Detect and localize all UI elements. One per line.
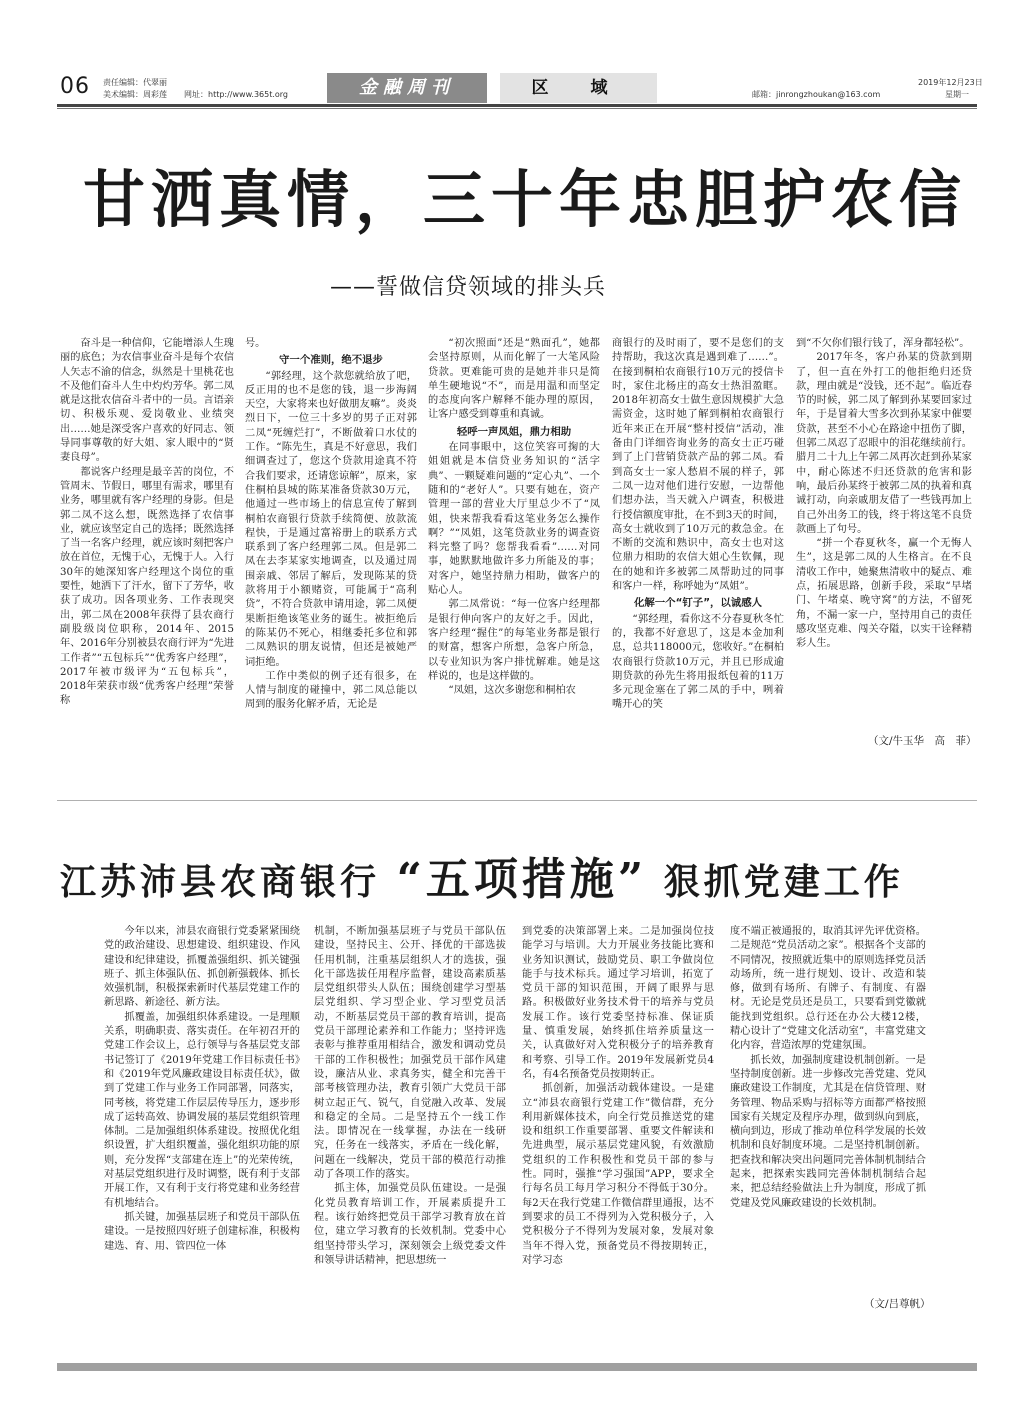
paragraph: “郭经理，看你这不分春夏秋冬忙的，我都不好意思了，这是本金加利息，总共118000元，您收好。”在桐柏农商银行贷款10万元，并且已形成逾期贷款的孙先生将用报纸包着的11万多元现金塞在了郭二凤的手中，咧着嘴开心的笑	[612, 613, 784, 711]
paragraph: 郭二凤常说：“每一位客户经理都是银行伸向客户的友好之手。因此，客户经理“握住”的每笔业务都是银行的财富，想客户所想，急客户所急，以专业知识为客户排忧解难。她是这样说的，也是这样做的。	[428, 599, 600, 682]
paragraph: 商银行的及时雨了，要不是您们的支持帮助，我这次真是遇到难了……”。在接到桐柏农商银行10万元的授信卡时，家住北杨庄的高女士热泪盈眶。2018年初高女士做生意因规模扩大急需资金，这时她了解到桐柏农商银行近年来正在开展“整村授信”活动，准备由门详细咨询业务的高女士正巧碰到了上门营销贷款产品的郭二凤。看到高女士一家人愁眉不展的样子，郭二凤一边对他们进行安慰，一边帮他们想办法，当天就入户调查，积极进行授信额度审批，在不到3天的时间，高女士就收到了10万元的救急金。在不断的交流和熟识中，高女士也对这位鼎力相助的农信大姐心生钦佩，现在的她和许多被郭二凤帮助过的同事和客户一样，称呼她为“凤姐”。	[612, 338, 784, 593]
paragraph: “初次照面”还是“熟面孔”，她都会坚持原则，从而化解了一大笔风险贷款。更难能可贵的是她并非只是简单生硬地说“不”，而是用温和而坚定的态度向客户解释不能办理的原因，让客户感受到尊重和真诚。	[428, 338, 600, 421]
article1-column-1	[60, 337, 234, 767]
paragraph: 工作中类似的例子还有很多，在人情与制度的碰撞中，郭二凤总能以周到的服务化解矛盾，无论是	[245, 670, 417, 711]
paragraph: 抓覆盖，加强组织体系建设。一是理顺关系，明确职责、落实责任。在年初召开的党建工作会议上，总行领导与各基层党支部书记签订了《2019年党建工作目标责任书》和《2019年党风廉政建设目标责任状》，做到了党建工作与业务工作同部署，同落实，同考核，将党建工作层层传导压力，逐步形成了运转高效、协调发展的基层党组织管理体制。二是加强组织体系建设。按照优化组织设置，扩大组织覆盖，强化组织功能的原则，充分发挥“支部建在连上”的光荣传统，对基层党组织进行及时调整，既有利于支部开展工作，又有利于支行将党建和业务经营有机地结合。	[104, 1011, 300, 1209]
paragraph: 到“不欠你们银行钱了，浑身都轻松”。	[796, 338, 970, 349]
article2-headline	[60, 850, 980, 912]
section-label: 区 域	[500, 73, 657, 103]
headline-part: 狠抓党建工作	[663, 861, 904, 903]
masthead-rule-thin	[57, 108, 977, 109]
article2-column-3	[522, 925, 714, 1335]
article2-column-1	[104, 925, 300, 1335]
website-link[interactable]: 网址：http://www.365t.org	[184, 90, 289, 99]
paragraph: 2017年冬，客户孙某的贷款到期了，但一直在外打工的他拒绝归还贷款，理由就是“没钱，还不起”。临近春节的时候，郭二凤了解到孙某要回家过年，于是冒着大雪多次到孙某家中催要贷款，甚至不小心在路途中扭伤了脚，但郭二凤忍了忍眼中的泪花继续前行。腊月二十九上午郭二凤再次赶到孙某家中，耐心陈述不归还贷款的危害和影响，最后孙某终于被郭二凤的执着和真诚打动，向亲戚朋友借了一些钱再加上自己外出务工的钱，终于将这笔不良贷款画上了句号。	[796, 352, 972, 535]
page-number: 06	[60, 74, 90, 99]
article1-byline: （文/牛玉华 高 菲）	[868, 735, 977, 747]
paragraph: “拼一个春夏秋冬，赢一个无悔人生”，这是郭二凤的人生格言。在不良清收工作中，她聚焦清收中的疑点、难点，拓展思路，创新手段，采取“早堵门、午堵桌、晚守窝”的方法，不留死角，不漏一家一户，坚持用自己的责任感攻坚克难、闯关夺隘，以实干诠释精彩人生。	[796, 538, 972, 650]
weekday: 星期一	[945, 90, 969, 99]
article2-byline: （文/吕尊帆）	[864, 1298, 931, 1310]
article1-column-3	[428, 337, 600, 767]
issue-date: 2019年12月23日	[918, 78, 983, 87]
article2-column-2	[314, 925, 506, 1335]
headline-highlight: “五项措施”	[396, 854, 648, 905]
masthead-rule	[57, 104, 977, 107]
article2-column-4	[730, 925, 926, 1275]
paragraph: 奋斗是一种信仰，它能增添人生瑰丽的底色；为农信事业奋斗是每个农信人矢志不渝的信念，纵然是十里桃花也不及他们奋斗人生中灼灼芳华。郭二凤就是这批农信奋斗者中的一员。言语亲切、积极乐观、爱岗敬业、业绩突出……她是深受客户喜欢的好同志、领导同事尊敬的好大姐、家人眼中的“贤妻良母”。	[60, 338, 234, 464]
article-divider	[57, 800, 977, 801]
article1-column-5	[796, 337, 972, 702]
brand-logo: 金融周刊	[327, 73, 487, 103]
paragraph: 号。	[245, 338, 266, 349]
paragraph: 抓长效，加强制度建设机制创新。一是坚持制度创新。进一步修改完善党建、党风廉政建设工作制度，尤其是在信贷管理、财务管理、物品采购与招标等方面都严格按照国家有关规定及程序办理，做到纵向到底，横向到边，形成了推动单位科学发展的长效机制和良好制度环境。二是坚持机制创新。把查找和解决突出问题同完善体制机制结合起来，把探索实践同完善体制机制结合起来，把总结经验做法上升为制度，形成了抓党建及党风廉政建设的长效机制。	[730, 1054, 926, 1209]
email-link[interactable]: 邮箱：jinrongzhoukan@163.com	[752, 90, 881, 99]
editor-line-1: 责任编辑：代翠丽	[103, 78, 167, 87]
paragraph: “凤姐，这次多谢您和桐柏农	[448, 685, 576, 697]
editor-line-2: 美术编辑：周彩莲	[103, 90, 167, 99]
paragraph: “郭经理，这个款您就给放了吧，反正用的也不是您的钱，退一步海阔天空，大家将来也好做朋友嘛”。炎炎烈日下，一位三十多岁的男子正对郭二凤“死缠烂打”，不断做着口水仗的工作。“陈先生，真是不好意思，我们细调查过了，您这个贷款用途真不符合我们要求，还请您谅解”，原来，家住桐柏县城的陈某准备贷款30万元，他通过一些市场上的信息宣传了解到桐柏农商银行贷款手续简便、放款流程快，于是通过富裕册上的联系方式联系到了客户经理郭二凤。但是郭二凤在去李某家实地调查，以及通过周围亲戚、邻居了解后，发现陈某的贷款将用于小额赌资，可能属于“高利贷”，不符合贷款申请用途，郭二凤便果断拒绝该笔业务的诞生。被拒绝后的陈某仍不死心，相继委托多位和郭二凤熟识的朋友说情，但还是被她严词拒绝。	[245, 370, 417, 668]
bottom-bar	[57, 1363, 977, 1371]
article1-column-2	[245, 337, 417, 767]
article1-subtitle: ——誓做信贷领域的排头兵	[330, 275, 607, 300]
headline-part: 江苏沛县农商银行	[60, 861, 381, 903]
section-heading: 轻呼一声凤姐，鼎力相助	[456, 425, 572, 438]
paragraph: 机制，不断加强基层班子与党员干部队伍建设，坚持民主、公开、择优的干部选拔任用机制，注重基层组织人才的选拔，强化干部选拔任用程序监督，建设高素质基层党组织带头人队伍；围绕创建学习型基层党组织、学习型企业、学习型党员活动，不断基层党员干部的教育培训，提高党员干部理论素养和工作能力；坚持评选表彰与推荐重用相结合，激发和调动党员干部的工作积极性；加强党员干部作风建设，廉洁从业、求真务实，健全和完善干部考核管理办法，教育引领广大党员干部树立起正气、锐气，自觉融入改革、发展和稳定的全局。二是坚持五个一线工作法。即情况在一线掌握，办法在一线研究，任务在一线落实，矛盾在一线化解，问题在一线解决，党员干部的模范行动推动了各项工作的落实。	[314, 926, 506, 1181]
paragraph: 都说客户经理是最辛苦的岗位，不管周末、节假日，哪里有需求，哪里有业务，哪里就有客户经理的身影。但是郭二凤不这么想，既然选择了农信事业，就应该坚定自己的选择；既然选择了当一名客户经理，就应该时刻把客户放在首位，无愧于心，无愧于人。入行30年的她深知客户经理这个岗位的重要性，她洒下了汗水，留下了芳华，收获了成功。因各项业务、工作表现突出，郭二凤在2008年获得了县农商行副股级岗位职称，2014年、2015年、2016年分别被县农商行评为“先进工作者”“五包标兵”“优秀客户经理”，2017年被市级评为“五包标兵”，2018年荣获市级“优秀客户经理”荣誉称	[60, 466, 234, 707]
paragraph: 度不端正被通报的，取消其评先评优资格。二是规范“党员活动之家”。根据各个支部的不同情况，按照就近集中的原则选择党员活动场所，统一进行规划、设计、改造和装修，做到有场所、有牌子、有制度、有器材。无论是党员还是员工，只要看到党徽就能找到党组织。总行还在办公大楼12楼，精心设计了“党建文化活动室”，丰富党建文化内容，营造浓厚的党建氛围。	[730, 926, 926, 1052]
paragraph: 在同事眼中，这位笑容可掬的大姐姐就是本信贷业务知识的“活字典”、一颗疑难问题的“定心丸”、一个随和的“老好人”。只要有她在，资产管理一部的营业大厅里总少不了“凤姐，快来帮我看看这笔业务怎么操作啊？”“凤姐，这笔贷款业务的调查资料完整了吗？您帮我看看”……对同事，她默默地做许多力所能及的事；对客户，她坚持鼎力相助，做客户的贴心人。	[428, 442, 600, 597]
paragraph: 抓主体，加强党员队伍建设。一是强化党员教育培训工作，开展素质提升工程。该行始终把党员干部学习教育放在首位，建立学习教育的长效机制。党委中心组坚持带头学习，深刻领会上级党委文件和领导讲话精神，把思想统一	[314, 1183, 506, 1266]
section-heading: 守一个准则，绝不退步	[279, 354, 383, 367]
paragraph: 抓创新，加强活动载体建设。一是建立“沛县农商银行党建工作”微信群，充分利用新媒体技术，向全行党员推送党的建设和组织工作重要部署、重要文件解读和先进典型，展示基层党建风貌，有效激励党组织的工作积极性和党员干部的参与性。同时，强推“学习强国”APP，要求全行每名员工每月学习积分不得低于30分。每2天在我行党建工作微信群里通报，达不到要求的员工不得列为入党积极分子，入党积极分子不得列为发展对象，发展对象当年不得入党，预备党员不得按期转正，对学习态	[522, 1083, 714, 1266]
paragraph: 今年以来，沛县农商银行党委紧紧围绕党的政治建设、思想建设、组织建设、作风建设和纪律建设，抓覆盖强组织、抓关键强班子、抓主体强队伍、抓创新强载体、抓长效强机制，积极探索新时代基层党建工作的新思路、新途径、新方法。	[104, 926, 300, 1009]
paragraph: 抓关键，加强基层班子和党员干部队伍建设。一是按照四好班子创建标准，积极构建选、育、用、管四位一体	[104, 1211, 300, 1252]
article1-headline: 甘洒真情，三十年忠胆护农信	[82, 163, 967, 236]
article1-column-4	[612, 337, 784, 767]
section-heading: 化解一个“钉子”，以诚感人	[634, 597, 762, 610]
paragraph: 到党委的决策部署上来。二是加强岗位技能学习与培训。大力开展业务技能比赛和业务知识测试，鼓励党员、职工争做岗位能手与技术标兵。通过学习培训，拓宽了党员干部的知识范围，开阔了眼界与思路。积极做好业务技术骨干的培养与党员发展工作。该行党委坚持标准、保证质量、慎重发展，始终抓住培养质量这一关，认真做好对入党积极分子的培养教育和考察、引导工作。2019年发展新党员4名，有4名预备党员按期转正。	[522, 926, 714, 1080]
